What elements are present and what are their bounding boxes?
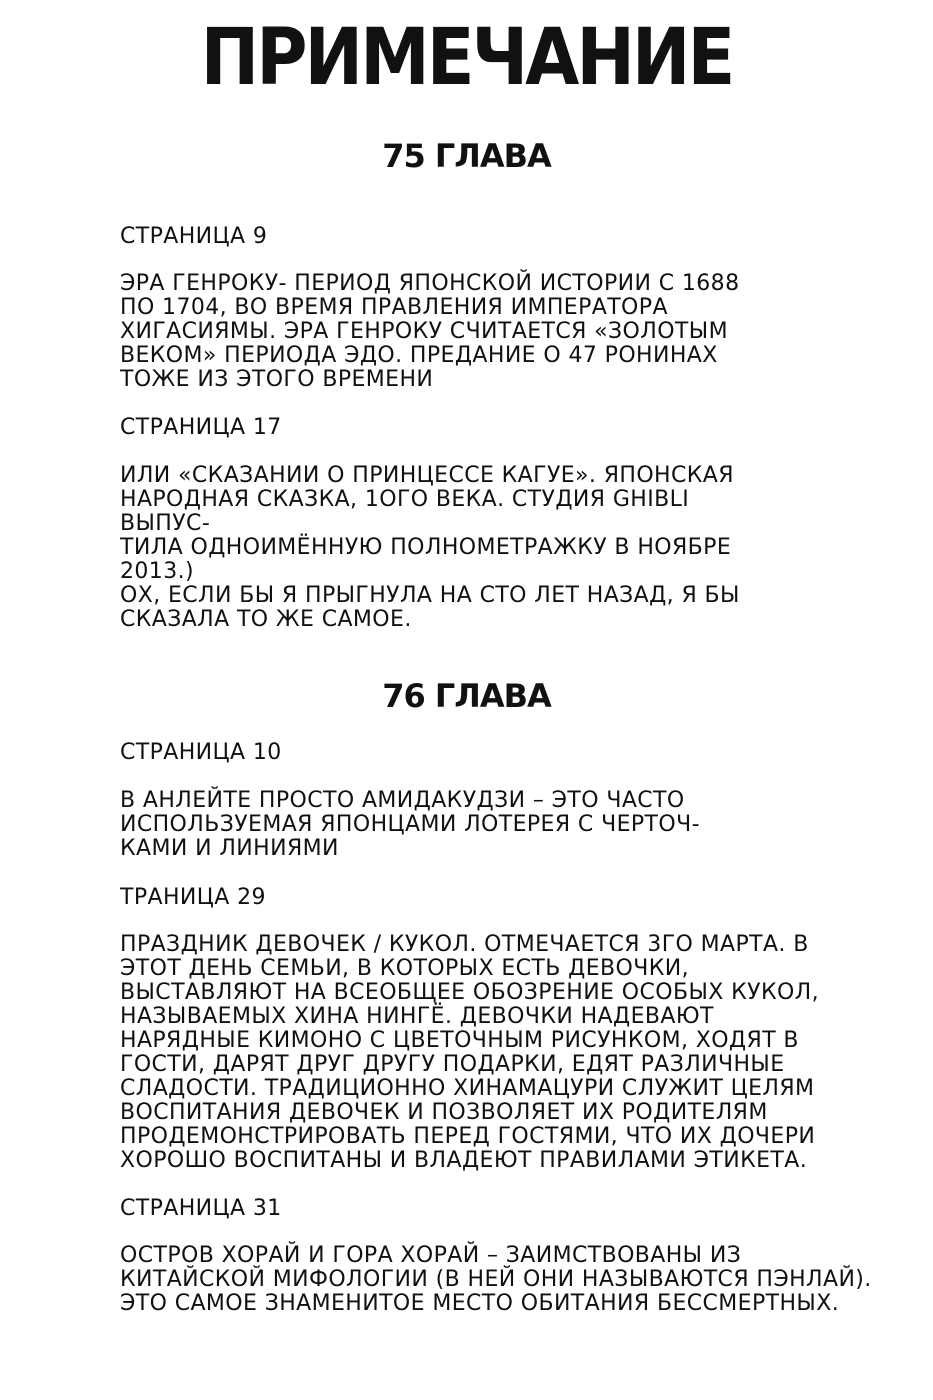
note-text: В АНЛЕЙТЕ ПРОСТО АМИДАКУДЗИ – ЭТО ЧАСТО ИСПОЛЬЗУЕМАЯ ЯПОНЦАМИ ЛОТЕРЕЯ С ЧЕРТОЧ- КАМИ И ЛИНИЯМИ: [120, 788, 700, 861]
note-page-label: СТРАНИЦА 10: [120, 740, 282, 765]
note-text: ИЛИ «СКАЗАНИИ О ПРИНЦЕССЕ КАГУЕ». ЯПОНСКАЯ НАРОДНАЯ СКАЗКА, 1ОГО ВЕКА. СТУДИЯ GHIBLI ВЫПУС- ТИЛА ОДНОИМЁННУЮ ПОЛНОМЕТРАЖКУ В НОЯБРЕ 2013.) ОХ, ЕСЛИ БЫ Я ПРЫГНУЛА НА СТО ЛЕТ НАЗАД, Я БЫ СКАЗАЛА ТО ЖЕ САМОЕ.: [120, 463, 740, 632]
page-title: ПРИМЕЧАНИЕ: [200, 11, 733, 103]
note-text: ЭРА ГЕНРОКУ- ПЕРИОД ЯПОНСКОЙ ИСТОРИИ С 1688 ПО 1704, ВО ВРЕМЯ ПРАВЛЕНИЯ ИМПЕРАТОРА ХИГАСИЯМЫ. ЭРА ГЕНРОКУ СЧИТАЕТСЯ «ЗОЛОТЫМ ВЕКОМ» ПЕРИОДА ЭДО. ПРЕДАНИЕ О 47 РОНИНАХ ТОЖЕ ИЗ ЭТОГО ВРЕМЕНИ: [120, 271, 740, 392]
note-page-label: ТРАНИЦА 29: [120, 885, 266, 910]
chapter-heading-76: 76 ГЛАВА: [382, 677, 551, 715]
note-page-label: СТРАНИЦА 31: [120, 1196, 282, 1221]
note-page-label: СТРАНИЦА 9: [120, 224, 268, 249]
note-text: ОСТРОВ ХОРАЙ И ГОРА ХОРАЙ – ЗАИМСТВОВАНЫ ИЗ КИТАЙСКОЙ МИФОЛОГИИ (В НЕЙ ОНИ НАЗЫВАЮТСЯ ПЭНЛАЙ). ЭТО САМОЕ ЗНАМЕНИТОЕ МЕСТО ОБИТАНИЯ БЕССМЕРТНЫХ.: [120, 1243, 872, 1316]
note-page-label: СТРАНИЦА 17: [120, 415, 282, 440]
chapter-heading-75: 75 ГЛАВА: [382, 137, 551, 175]
note-text: ПРАЗДНИК ДЕВОЧЕК / КУКОЛ. ОТМЕЧАЕТСЯ 3ГО МАРТА. В ЭТОТ ДЕНЬ СЕМЬИ, В КОТОРЫХ ЕСТЬ ДЕВОЧКИ, ВЫСТАВЛЯЮТ НА ВСЕОБЩЕЕ ОБОЗРЕНИЕ ОСОБЫХ КУКОЛ, НАЗЫВАЕМЫХ ХИНА НИНГЁ. ДЕВОЧКИ НАДЕВАЮТ НАРЯДНЫЕ КИМОНО С ЦВЕТОЧНЫМ РИСУНКОМ, ХОДЯТ В ГОСТИ, ДАРЯТ ДРУГ ДРУГУ ПОДАРКИ, ЕДЯТ РАЗЛИЧНЫЕ СЛАДОСТИ. ТРАДИЦИОННО ХИНАМАЦУРИ СЛУЖИТ ЦЕЛЯМ ВОСПИТАНИЯ ДЕВОЧЕК И ПОЗВОЛЯЕТ ИХ РОДИТЕЛЯМ ПРОДЕМОНСТРИРОВАТЬ ПЕРЕД ГОСТЯМИ, ЧТО ИХ ДОЧЕРИ ХОРОШО ВОСПИТАНЫ И ВЛАДЕЮТ ПРАВИЛАМИ ЭТИКЕТА.: [120, 932, 820, 1173]
